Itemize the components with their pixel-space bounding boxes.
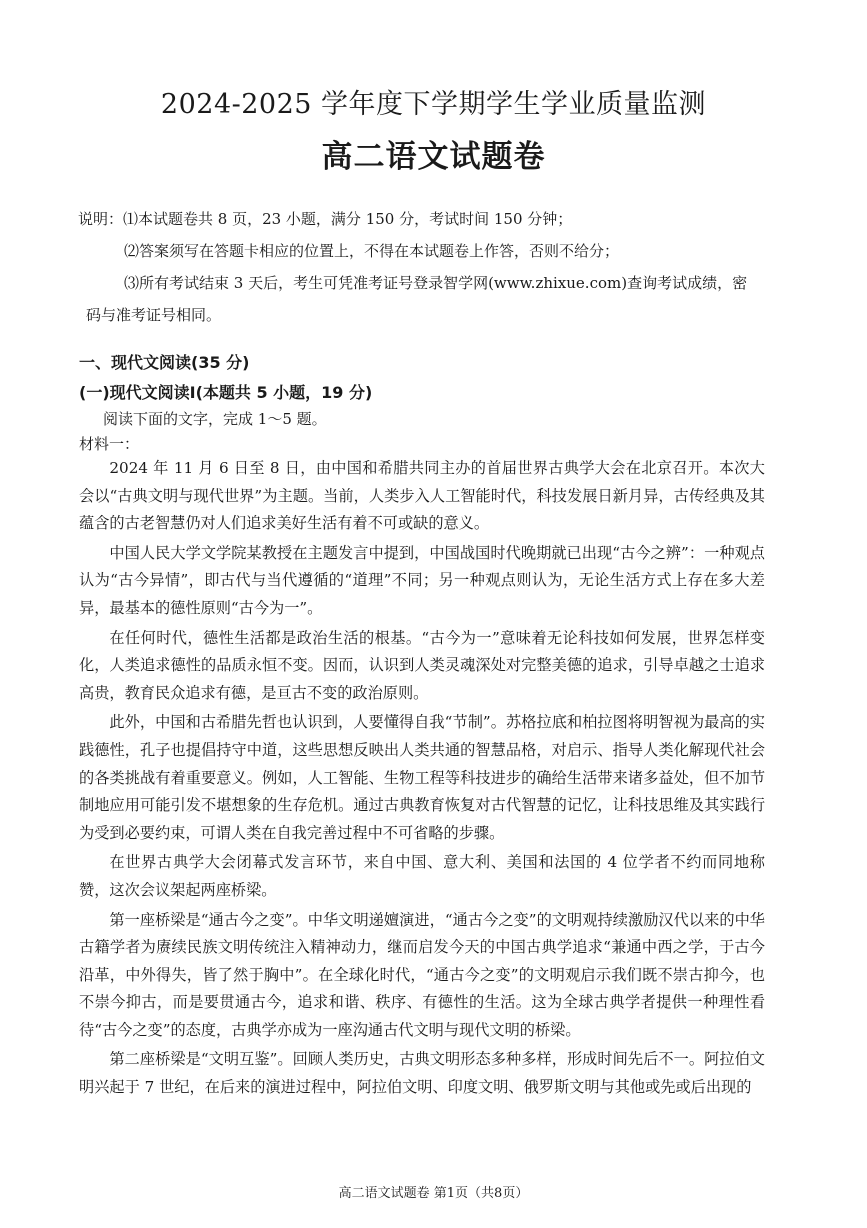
paragraph: 2024 年 11 月 6 日至 8 日，由中国和希腊共同主办的首届世界古典学大会在北京召开。本次大会以“古典文明与现代世界”为主题。当前，人类步入人工智能时代，科技发展日新月异，古传经典及其蕴含的古老智慧仍对人们追求美好生活有着不可或缺的意义。 xyxy=(79,459,765,533)
paragraph: 第一座桥梁是“通古今之变”。中华文明递嬗演进，“通古今之变”的文明观持续激励汉代以来的中华古籍学者为赓续民族文明传统注入精神动力，继而启发今天的中国古典学追求“兼通中西之学，于古今沿革，中外得失，皆了然于胸中”。在全球化时代，“通古今之变”的文明观启示我们既不崇古抑今，也不崇今抑古，而是要贯通古今，追求和谐、秩序、有德性的生活。这为全球古典学者提供一种理性看待“古今之变”的态度，古典学亦成为一座沟通古代文明与现代文明的桥梁。 xyxy=(79,910,765,1039)
paragraph: 在世界古典学大会闭幕式发言环节，来自中国、意大利、美国和法国的 4 位学者不约而同地称赞，这次会议架起两座桥梁。 xyxy=(79,853,765,899)
instructions xyxy=(78,203,797,331)
paragraph: 在任何时代，德性生活都是政治生活的根基。“古今为一”意味着无论科技如何发展，世界怎样变化，人类追求德性的品质永恒不变。因而，认识到人类灵魂深处对完整美德的追求，引导卓越之士追求高贵，教育民众追求有德，是亘古不变的政治原则。 xyxy=(79,628,765,702)
exam-title-year: 2024-2025 学年度下学期学生学业质量监测 xyxy=(160,89,707,120)
subsection-heading: (一)现代文阅读Ⅰ(本题共 5 小题，19 分) xyxy=(79,383,373,402)
material-label: 材料一： xyxy=(79,435,140,453)
paragraph: 第二座桥梁是“文明互鉴”。回顾人类历史，古典文明形态多种多样，形成时间先后不一。阿拉伯文明兴起于 7 世纪，在后来的演进过程中，阿拉伯文明、印度文明、俄罗斯文明与其他或先或后出现的 xyxy=(79,1050,765,1097)
instruction-line-4: 码与准考证号相同。 xyxy=(86,306,222,324)
paragraph: 此外，中国和古希腊先哲也认识到，人要懂得自我“节制”。苏格拉底和柏拉图将明智视为最高的实践德性，孔子也提倡持守中道，这些思想反映出人类共通的智慧品格，对启示、指导人类化解现代社会的各类挑战有着重要意义。例如，人工智能、生物工程等科技进步的确给生活带来诸多益处，但不加节制地应用可能引发不堪想象的生存危机。通过古典教育恢复对古代智慧的记忆，让科技思维及其实践行为受到必要约束，可谓人类在自我完善过程中不可省略的步骤。 xyxy=(79,713,765,842)
section-heading: 一、现代文阅读(35 分) xyxy=(79,353,250,372)
reading-direction: 阅读下面的文字，完成 1～5 题。 xyxy=(103,410,327,428)
instruction-line-3: ⑶所有考试结束 3 天后，考生可凭准考证号登录智学网(www.zhixue.com)查询考试成绩，密 xyxy=(124,274,748,292)
paragraph: 中国人民大学文学院某教授在主题发言中提到，中国战国时代晚期就已出现“古今之辨”：一种观点认为“古今异情”，即古代与当代遵循的“道理”不同；另一种观点则认为，无论生活方式上存在多大差异，最基本的德性原则“古今为一”。 xyxy=(79,543,765,617)
instruction-line-2: ⑵答案须写在答题卡相应的位置上，不得在本试题卷上作答，否则不给分； xyxy=(124,242,620,260)
instruction-line-1: 说明：⑴本试题卷共 8 页，23 小题，满分 150 分，考试时间 150 分钟； xyxy=(78,210,573,228)
exam-title-subject: 高二语文试题卷 xyxy=(321,139,546,175)
page-footer: 高二语文试题卷 第1页（共8页） xyxy=(338,1186,529,1201)
reading-passage xyxy=(79,455,765,1104)
